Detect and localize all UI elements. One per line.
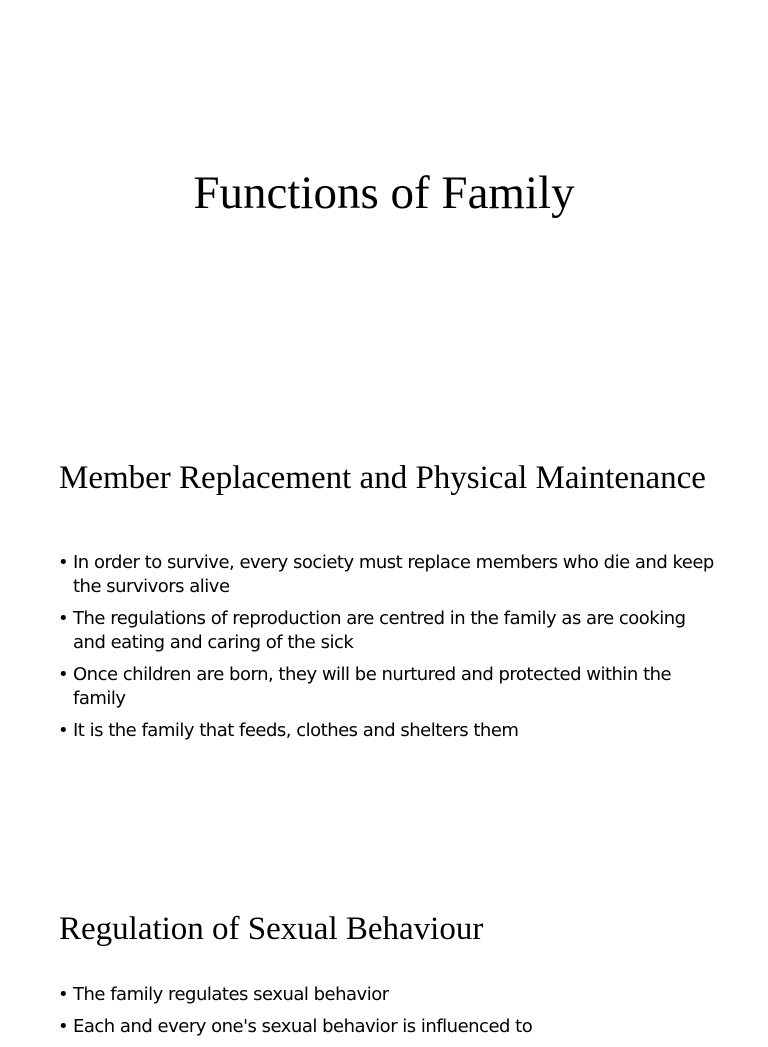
slide-sexual-behaviour — [0, 850, 768, 1037]
list-item-text: The regulations of reproduction are centred in the family as are cooking and eating and caring of the sick — [73, 608, 686, 653]
list-item — [58, 1015, 718, 1039]
section-heading: Member Replacement and Physical Maintenance — [59, 460, 706, 496]
page-title: Functions of Family — [193, 167, 575, 219]
bullet-list — [58, 551, 718, 751]
list-item-text: Once children are born, they will be nurtured and protected within the family — [73, 664, 672, 709]
list-item-text: In order to survive, every society must replace members who die and keep the survivors alive — [73, 552, 714, 597]
bullet-icon: • — [58, 984, 69, 1005]
list-item — [58, 983, 718, 1007]
bullet-icon: • — [58, 1016, 69, 1037]
bullet-icon: • — [58, 664, 69, 685]
section-heading: Regulation of Sexual Behaviour — [59, 911, 484, 947]
list-item — [58, 719, 718, 743]
slide-title — [0, 0, 768, 395]
list-item-text: Each and every one's sexual behavior is influenced to — [73, 1016, 533, 1037]
list-item-text: The family regulates sexual behavior — [73, 984, 389, 1005]
slide-member-replacement — [0, 395, 768, 850]
list-item — [58, 607, 718, 655]
bullet-icon: • — [58, 720, 69, 741]
list-item — [58, 551, 718, 599]
bullet-list — [58, 983, 718, 1047]
bullet-icon: • — [58, 608, 69, 629]
bullet-icon: • — [58, 552, 69, 573]
list-item-text: It is the family that feeds, clothes and shelters them — [73, 720, 519, 741]
list-item — [58, 663, 718, 711]
